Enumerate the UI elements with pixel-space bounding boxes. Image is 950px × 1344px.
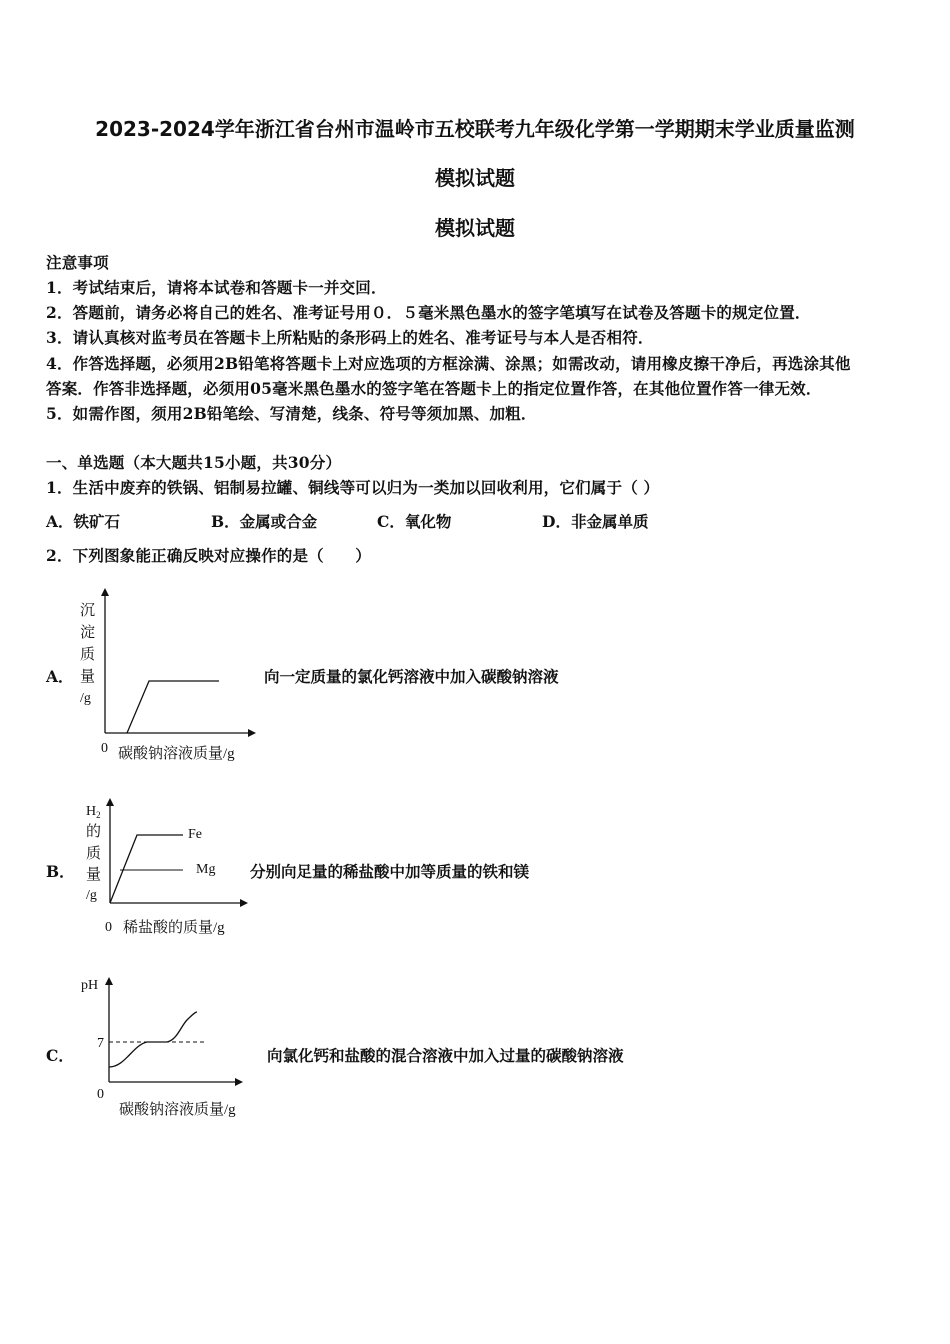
graph-a-ylabel-char: 量 (80, 669, 96, 685)
graph-b-ylabel-char: 的 (86, 824, 102, 840)
graph-a-ylabel-char: 沉 (80, 603, 96, 619)
graph-a-ylabel-unit: /g (80, 691, 91, 706)
graph-a-curve (127, 681, 219, 733)
q1-option-a[interactable]: A．铁矿石 (46, 512, 121, 531)
paper-subtitle-repeat: 模拟试题 (435, 216, 515, 240)
graph-a-origin: 0 (101, 741, 108, 756)
graph-b-x-arrow (240, 899, 248, 907)
graph-c-origin: 0 (97, 1087, 104, 1102)
notice-item: 2．答题前，请务必将自己的姓名、准考证号用０．５毫米黑色墨水的签字笔填写在试卷及答题卡的规定位置． (46, 303, 811, 322)
graph-b (80, 795, 260, 945)
q2-option-c-desc: 向氯化钙和盐酸的混合溶液中加入过量的碳酸钠溶液 (267, 1046, 624, 1065)
section-heading: 一、单选题（本大题共15小题，共30分） (46, 453, 342, 472)
graph-c-x-arrow (235, 1078, 243, 1086)
graph-a-xlabel: 碳酸钠溶液质量/g (118, 746, 235, 762)
graph-c-ylabel: pH (81, 978, 99, 993)
graph-b-ylabel-char: 质 (86, 846, 102, 862)
paper-title: 2023-2024学年浙江省台州市温岭市五校联考九年级化学第一学期期末学业质量监测 (95, 117, 855, 141)
graph-c-xlabel: 碳酸钠溶液质量/g (119, 1102, 236, 1118)
graph-b-fe-label: Fe (188, 827, 202, 842)
q2-option-b-label[interactable]: B． (46, 862, 75, 881)
q2-option-a-label[interactable]: A． (46, 667, 74, 686)
graph-a-x-arrow (248, 729, 256, 737)
graph-c (75, 970, 275, 1125)
question-1-stem: 1．生活中废弃的铁锅、铝制易拉罐、铜线等可以归为一类加以回收利用，它们属于（ ） (46, 478, 660, 497)
graph-b-ylabel-h: $H_2$ (86, 804, 101, 820)
notice-heading: 注意事项 (46, 253, 109, 272)
graph-b-fe-curve (110, 835, 183, 903)
graph-c-y-arrow (105, 977, 113, 985)
notice-item: 4．作答选择题，必须用2B铅笔将答题卡上对应选项的方框涂满、涂黑；如需改动，请用橡皮擦干净后，再选涂其他 (46, 354, 851, 373)
q1-option-d[interactable]: D．非金属单质 (542, 512, 649, 531)
notice-item: 1．考试结束后，请将本试卷和答题卡一并交回． (46, 278, 387, 297)
graph-b-y-arrow (106, 798, 114, 806)
graph-c-ytick-7: 7 (97, 1036, 104, 1051)
paper-subtitle: 模拟试题 (435, 166, 515, 190)
graph-a (70, 585, 270, 770)
q2-option-a-desc: 向一定质量的氯化钙溶液中加入碳酸钠溶液 (264, 667, 559, 686)
graph-b-ylabel-unit: /g (86, 888, 97, 903)
graph-b-ylabel-char: 量 (86, 867, 102, 883)
graph-a-ylabel-char: 质 (80, 647, 96, 663)
graph-c-curve (109, 1012, 197, 1067)
graph-b-mg-label: Mg (196, 862, 216, 877)
graph-b-xlabel: 稀盐酸的质量/g (123, 920, 225, 936)
q2-option-c-label[interactable]: C． (46, 1046, 74, 1065)
question-2-stem: 2．下列图象能正确反映对应操作的是（ ） (46, 546, 371, 565)
notice-item: 3．请认真核对监考员在答题卡上所粘贴的条形码上的姓名、准考证号与本人是否相符． (46, 328, 654, 347)
q2-option-b-desc: 分别向足量的稀盐酸中加等质量的铁和镁 (250, 862, 530, 881)
graph-a-ylabel-char: 淀 (80, 625, 96, 641)
notice-item: 答案．作答非选择题，必须用05毫米黑色墨水的签字笔在答题卡上的指定位置作答，在其他位置作答一律无效． (46, 379, 822, 398)
graph-a-y-arrow (101, 588, 109, 596)
q1-option-c[interactable]: C．氧化物 (377, 512, 452, 531)
notice-item: 5．如需作图，须用2B铅笔绘、写清楚，线条、符号等须加黑、加粗． (46, 404, 537, 423)
graph-b-origin: 0 (105, 920, 112, 935)
q1-option-b[interactable]: B．金属或合金 (211, 512, 318, 531)
